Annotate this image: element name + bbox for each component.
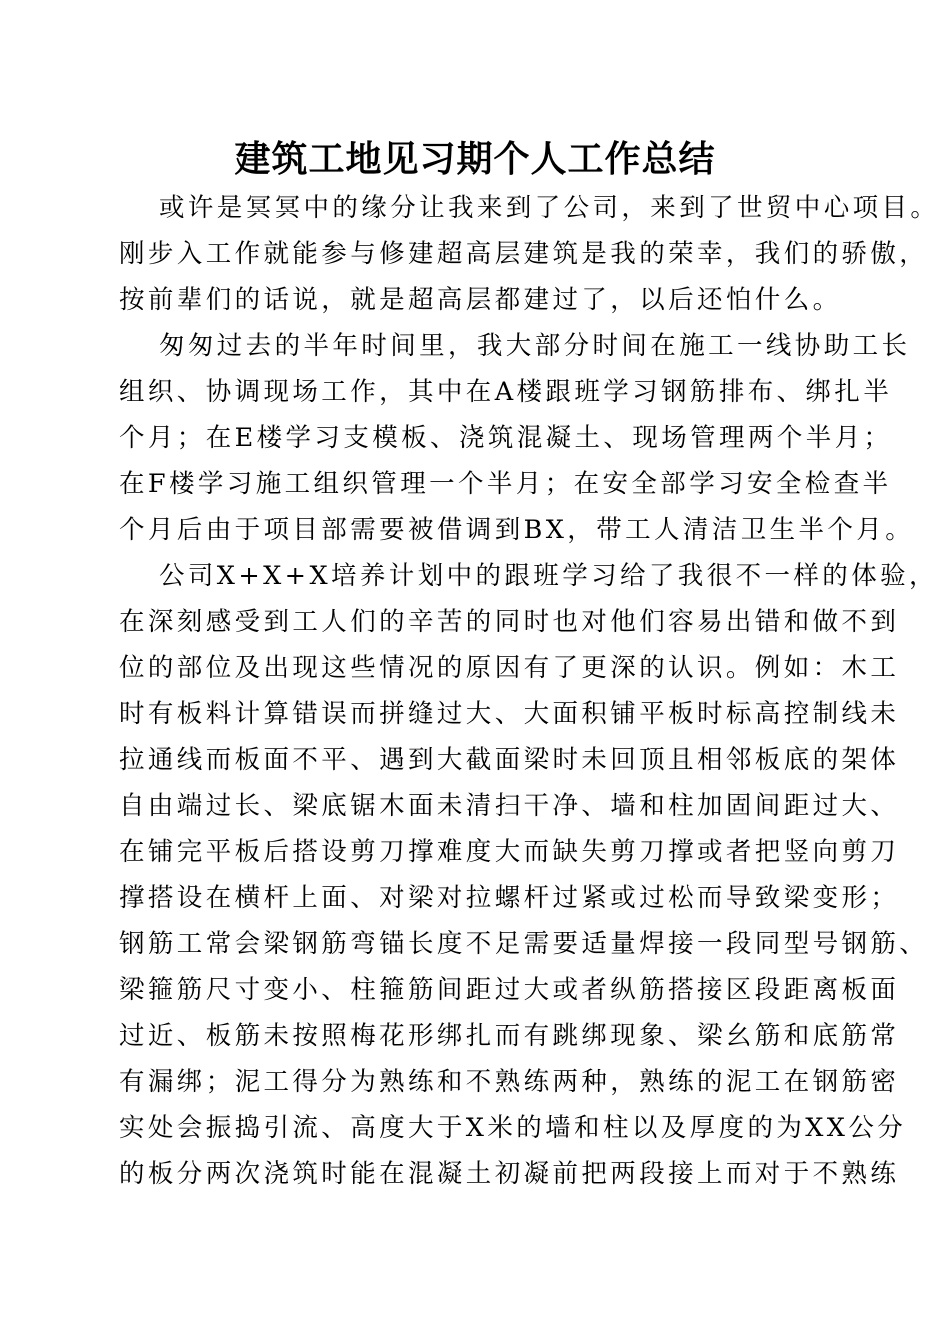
paragraph-3-line-10: 梁箍筋尺寸变小、柱箍筋间距过大或者纵筋搭接区段距离板面: [119, 975, 900, 1005]
paragraph-3-line-11: 过近、板筋未按照梅花形绑扎而有跳绑现象、梁幺筋和底筋常: [119, 1021, 900, 1051]
paragraph-3-line-9: 钢筋工常会梁钢筋弯锚长度不足需要适量焊接一段同型号钢筋、: [119, 929, 929, 959]
paragraph-2-line-1: 匆匆过去的半年时间里，我大部分时间在施工一线协助工长: [159, 331, 911, 361]
paragraph-3-line-8: 撑搭设在横杆上面、对梁对拉螺杆过紧或过松而导致梁变形；: [119, 883, 900, 913]
paragraph-2-line-2: 组织、协调现场工作，其中在A楼跟班学习钢筋排布、绑扎半: [119, 377, 893, 407]
paragraph-3-line-12: 有漏绑；泥工得分为熟练和不熟练两种，熟练的泥工在钢筋密: [119, 1067, 900, 1097]
paragraph-3-line-2: 在深刻感受到工人们的辛苦的同时也对他们容易出错和做不到: [119, 607, 900, 637]
paragraph-3-line-7: 在铺完平板后搭设剪刀撑难度大而缺失剪刀撑或者把竖向剪刀: [119, 837, 900, 867]
paragraph-3-line-14: 的板分两次浇筑时能在混凝土初凝前把两段接上而对于不熟练: [119, 1159, 900, 1189]
paragraph-3-line-1: 公司X+X+X培养计划中的跟班学习给了我很不一样的体验，: [159, 561, 938, 591]
paragraph-2-line-3: 个月；在E楼学习支模板、浇筑混凝土、现场管理两个半月；: [119, 423, 893, 453]
paragraph-3-line-3: 位的部位及出现这些情况的原因有了更深的认识。例如：木工: [119, 653, 900, 683]
document-title: 建筑工地见习期个人工作总结: [234, 138, 716, 180]
paragraph-3-line-6: 自由端过长、梁底锯木面未清扫干净、墙和柱加固间距过大、: [119, 791, 900, 821]
paragraph-1-line-3: 按前辈们的话说，就是超高层都建过了，以后还怕什么。: [119, 285, 842, 315]
document-body: [119, 185, 940, 1197]
paragraph-1-line-2: 刚步入工作就能参与修建超高层建筑是我的荣幸，我们的骄傲，: [119, 239, 929, 269]
paragraph-3-line-4: 时有板料计算错误而拼缝过大、大面积铺平板时标高控制线未: [119, 699, 900, 729]
paragraph-3-line-5: 拉通线而板面不平、遇到大截面梁时未回顶且相邻板底的架体: [119, 745, 900, 775]
paragraph-3-line-13: 实处会振捣引流、高度大于X米的墙和柱以及厚度的为XX公分: [119, 1113, 907, 1143]
paragraph-2-line-4: 在F楼学习施工组织管理一个半月；在安全部学习安全检查半: [119, 469, 892, 499]
paragraph-2-line-5: 个月后由于项目部需要被借调到BX，带工人清洁卫生半个月。: [119, 515, 915, 545]
paragraph-1-line-1: 或许是冥冥中的缘分让我来到了公司，来到了世贸中心项目。: [159, 193, 940, 223]
